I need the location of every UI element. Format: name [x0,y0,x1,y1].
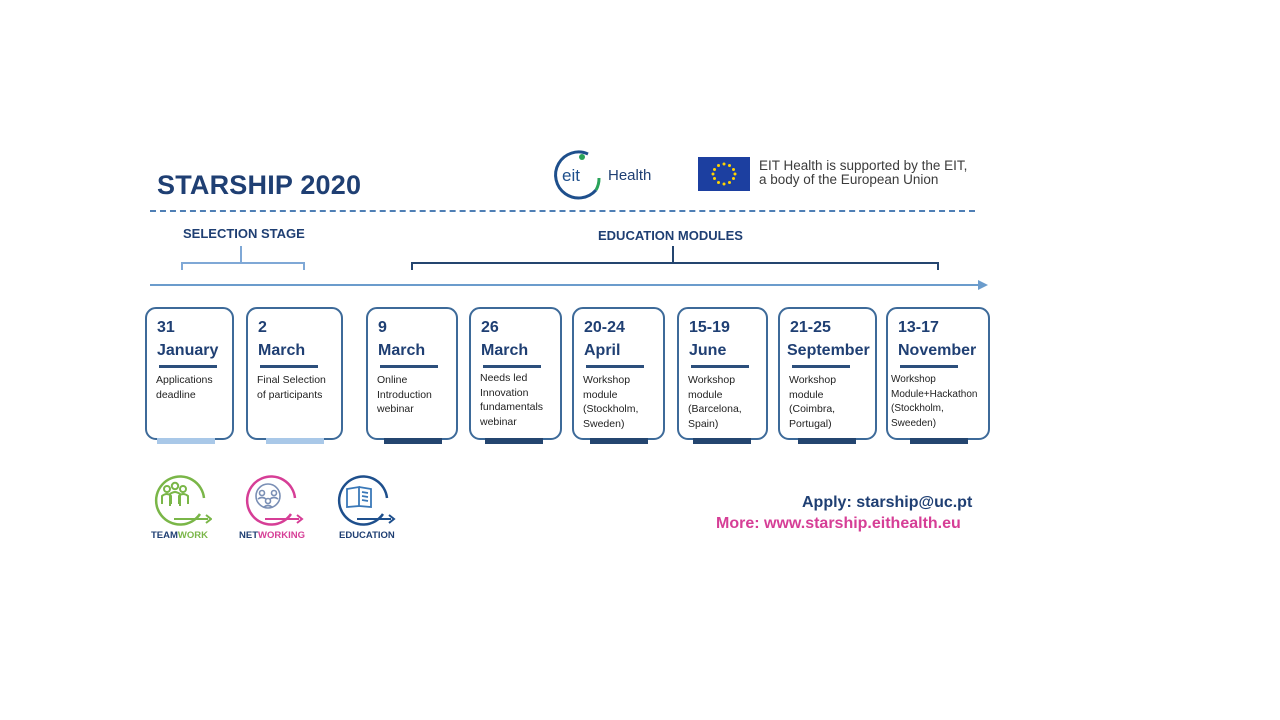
milestone-tab [384,438,442,444]
milestone-description: Workshop module (Stockholm, Sweden) [583,374,639,430]
milestone-month: March [378,342,426,359]
milestone-tab [485,438,543,444]
milestone-description: Workshop module (Barcelona, Spain) [688,374,742,430]
milestone-month: March [481,342,529,359]
page-title: STARSHIP 2020 [157,170,362,200]
milestone-month: September [787,342,870,359]
milestone-card [469,307,562,440]
milestone-tab [266,438,324,444]
milestone-card [778,307,877,440]
more-info-link[interactable]: More: www.starship.eithealth.eu [716,515,961,532]
milestone-underline [792,365,850,368]
milestone-day: 9 [378,319,387,336]
milestone-underline [691,365,749,368]
milestone-description: Applications deadline [156,374,213,401]
milestone-card [886,307,990,440]
milestone-day: 20-24 [584,319,625,336]
education-brace [411,262,939,270]
milestone-description: Workshop Module+Hackathon (Stockholm, Sweeden) [891,374,978,429]
milestone-underline [260,365,318,368]
milestone-day: 26 [481,319,499,336]
milestone-tab [798,438,856,444]
teamwork-label [151,530,208,541]
teamwork-label-part1: TEAM [151,530,178,541]
milestone-month: March [258,342,306,359]
logo-name: Health [608,167,652,184]
milestone-underline [900,365,958,368]
milestone-underline [159,365,217,368]
selection-brace [181,262,305,270]
education-brace-stem [672,246,674,263]
milestone-day: 15-19 [689,319,730,336]
milestone-card [677,307,768,440]
milestone-card [145,307,234,440]
milestone-day: 13-17 [898,319,939,336]
selection-stage-label: SELECTION STAGE [183,226,305,241]
education-icon [333,472,395,524]
networking-icon [241,472,303,524]
apply-contact: Apply: starship@uc.pt [802,494,973,511]
milestone-underline [380,365,438,368]
milestone-description: Workshop module (Coimbra, Portugal) [789,374,837,430]
milestone-tab [693,438,751,444]
eit-logo-circle-icon [548,148,608,202]
teamwork-icon [148,472,210,524]
networking-label-part1: NET [239,530,258,541]
milestone-month: November [898,342,977,359]
milestone-description: Online Introduction webinar [377,374,432,415]
timeline-line [150,284,980,286]
milestone-month: April [584,342,621,359]
education-label: EDUCATION [339,530,395,541]
networking-label-part2: WORKING [258,530,305,541]
eu-line-2: a body of the European Union [759,172,939,187]
eu-line-1: EIT Health is supported by the EIT, [759,158,968,173]
milestone-tab [590,438,648,444]
milestone-day: 31 [157,319,175,336]
education-modules-label: EDUCATION MODULES [598,228,743,243]
milestone-tab [157,438,215,444]
milestone-month: June [689,342,727,359]
logo-word: eit [562,166,580,185]
networking-label [239,530,305,541]
eu-support-text [759,159,967,187]
header-divider [150,210,975,212]
teamwork-label-part2: WORK [177,530,208,541]
milestone-description: Final Selection of participants [257,374,326,401]
eu-flag-icon [698,157,750,191]
milestone-card [246,307,343,440]
milestone-month: January [157,342,219,359]
timeline-arrow-head-icon [978,280,988,290]
milestone-underline [483,365,541,368]
selection-brace-stem [240,246,242,263]
milestone-card [572,307,665,440]
milestone-card [366,307,458,440]
milestone-day: 2 [258,319,267,336]
milestone-day: 21-25 [790,319,831,336]
milestone-underline [586,365,644,368]
milestone-tab [910,438,968,444]
milestone-description: Needs led Innovation fundamentals webinar [480,372,544,428]
